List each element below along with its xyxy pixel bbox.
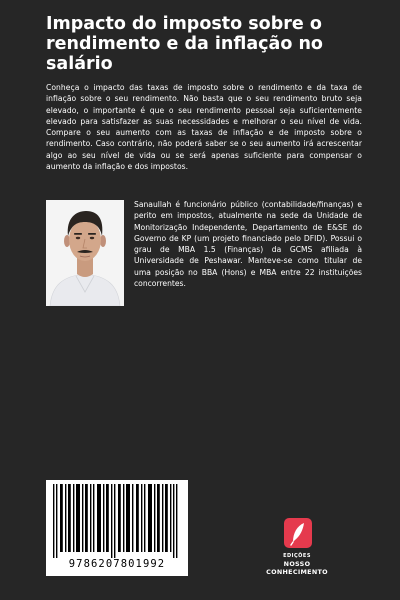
isbn-number: 9786207801992 [68,558,166,570]
barcode-bars [51,484,183,558]
feather-pen-icon [284,518,312,548]
book-description: Conheça o impacto das taxas de imposto sobre o rendimento e da taxa de inflação sobre o seu rendimento. Não basta que o seu rendimento bruto seja elevado, o importante é que o seu rendimento pessoal seja suficientemente elevado para satisfazer as suas necessidades e melhorar o seu nível de vida. Compare o seu aumento com as taxas de inflação e de imposto sobre o rendimento. Caso contrário, não poderá saber se o seu aumento irá acrescentar algo ao seu nível de vida ou se será apenas suficiente para compensar o aumento da inflação e dos impostos. [46,83,362,172]
publisher-name-top: EDIÇÕES [283,553,311,559]
publisher-name-bottom: NOSSO CONHECIMENTO [266,560,328,576]
author-photo [46,200,124,306]
publisher-branding [262,518,332,578]
isbn-barcode [46,480,188,576]
book-title: Impacto do imposto sobre o rendimento e da inflação no salário [46,14,323,74]
author-bio: Sanaullah é funcionário público (contabilidade/finanças) e perito em impostos, atualmente na sede da Unidade de Monitorização Independente, Departamento de E&SE do Governo de KP (um projeto financiado pelo DFID). Possui o grau de MBA 1.5 (Finanças) da GCMS afiliada à Universidade de Peshawar. Manteve-se como titular de uma posição no BBA (Hons) e MBA entre 22 instituições concorrentes. [134,200,362,289]
